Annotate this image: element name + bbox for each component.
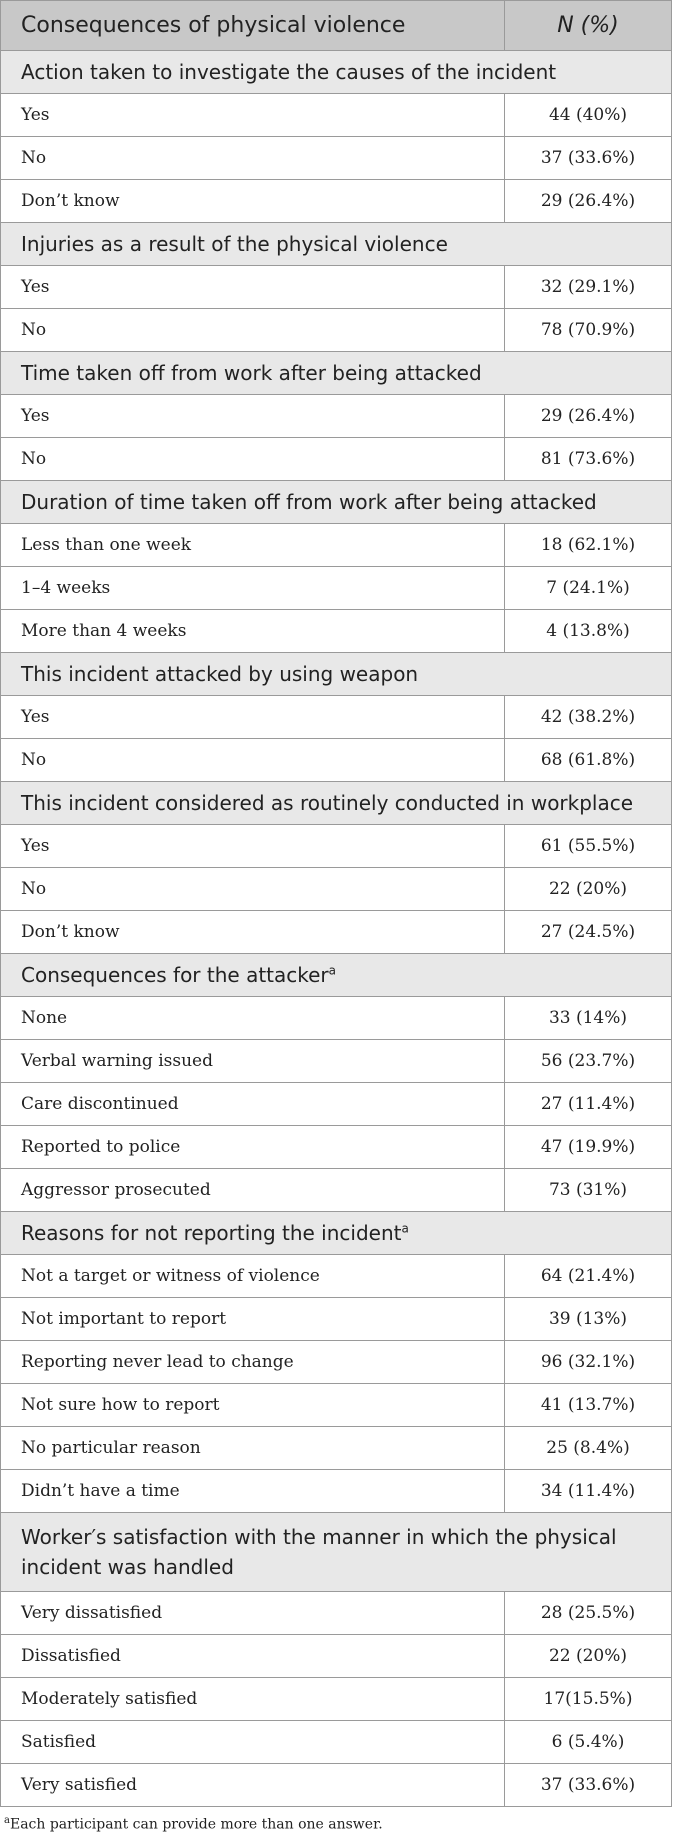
section-title-text: Reasons for not reporting the incident bbox=[21, 1221, 402, 1245]
section-title bbox=[1, 1212, 672, 1255]
row-value: 44 (40%) bbox=[505, 94, 672, 137]
row-value: 73 (31%) bbox=[505, 1169, 672, 1212]
section-row bbox=[1, 1212, 672, 1255]
row-label: No particular reason bbox=[1, 1427, 505, 1470]
row-value: 64 (21.4%) bbox=[505, 1255, 672, 1298]
row-value: 17(15.5%) bbox=[505, 1678, 672, 1721]
row-label: Yes bbox=[1, 696, 505, 739]
section-title bbox=[1, 1513, 672, 1592]
row-label: Reporting never lead to change bbox=[1, 1341, 505, 1384]
row-label: No bbox=[1, 438, 505, 481]
section-title bbox=[1, 481, 672, 524]
section-title bbox=[1, 51, 672, 94]
footnote-marker: a bbox=[328, 963, 337, 978]
row-value: 78 (70.9%) bbox=[505, 309, 672, 352]
table-row bbox=[1, 1470, 672, 1513]
section-row bbox=[1, 223, 672, 266]
section-title-text: Time taken off from work after being attacked bbox=[21, 361, 482, 385]
row-label: Not sure how to report bbox=[1, 1384, 505, 1427]
row-value: 27 (24.5%) bbox=[505, 911, 672, 954]
row-value: 47 (19.9%) bbox=[505, 1126, 672, 1169]
row-label: No bbox=[1, 309, 505, 352]
table-row bbox=[1, 137, 672, 180]
table-row bbox=[1, 610, 672, 653]
row-label: Yes bbox=[1, 825, 505, 868]
table-row bbox=[1, 1255, 672, 1298]
row-value: 34 (11.4%) bbox=[505, 1470, 672, 1513]
section-row bbox=[1, 481, 672, 524]
table-body bbox=[1, 51, 672, 1807]
table-row bbox=[1, 1083, 672, 1126]
row-label: No bbox=[1, 868, 505, 911]
row-value: 27 (11.4%) bbox=[505, 1083, 672, 1126]
row-label: None bbox=[1, 997, 505, 1040]
row-value: 37 (33.6%) bbox=[505, 137, 672, 180]
footnote-marker: a bbox=[4, 1815, 10, 1826]
table-row bbox=[1, 868, 672, 911]
row-value: 32 (29.1%) bbox=[505, 266, 672, 309]
section-title bbox=[1, 653, 672, 696]
section-title-text: Duration of time taken off from work after being attacked bbox=[21, 490, 597, 514]
table-row bbox=[1, 1298, 672, 1341]
table-row bbox=[1, 1635, 672, 1678]
footnote-text: Each participant can provide more than one answer. bbox=[9, 1816, 383, 1833]
row-value: 33 (14%) bbox=[505, 997, 672, 1040]
row-value: 81 (73.6%) bbox=[505, 438, 672, 481]
row-value: 37 (33.6%) bbox=[505, 1764, 672, 1807]
table-row bbox=[1, 1384, 672, 1427]
table-row bbox=[1, 1040, 672, 1083]
table-row bbox=[1, 1764, 672, 1807]
row-label: Very satisfied bbox=[1, 1764, 505, 1807]
row-value: 42 (38.2%) bbox=[505, 696, 672, 739]
section-title-text: Consequences for the attacker bbox=[21, 963, 329, 987]
row-label: Care discontinued bbox=[1, 1083, 505, 1126]
row-value: 41 (13.7%) bbox=[505, 1384, 672, 1427]
section-row bbox=[1, 954, 672, 997]
row-value: 7 (24.1%) bbox=[505, 567, 672, 610]
table-header-row bbox=[1, 1, 672, 51]
row-value: 25 (8.4%) bbox=[505, 1427, 672, 1470]
section-row bbox=[1, 653, 672, 696]
table-row bbox=[1, 266, 672, 309]
row-label: Don’t know bbox=[1, 180, 505, 223]
table-row bbox=[1, 1341, 672, 1384]
section-title bbox=[1, 352, 672, 395]
row-value: 68 (61.8%) bbox=[505, 739, 672, 782]
table-row bbox=[1, 1592, 672, 1635]
section-row bbox=[1, 51, 672, 94]
row-value: 56 (23.7%) bbox=[505, 1040, 672, 1083]
row-value: 28 (25.5%) bbox=[505, 1592, 672, 1635]
table-row bbox=[1, 739, 672, 782]
row-label: Aggressor prosecuted bbox=[1, 1169, 505, 1212]
table-row bbox=[1, 1427, 672, 1470]
header-label: Consequences of physical violence bbox=[1, 1, 505, 51]
row-value: 29 (26.4%) bbox=[505, 180, 672, 223]
section-title-text: Worker′s satisfaction with the manner in which the physical incident was handled bbox=[21, 1525, 617, 1579]
row-value: 22 (20%) bbox=[505, 1635, 672, 1678]
section-title bbox=[1, 954, 672, 997]
table-row bbox=[1, 94, 672, 137]
row-label: Moderately satisfied bbox=[1, 1678, 505, 1721]
table-row bbox=[1, 567, 672, 610]
row-label: Don’t know bbox=[1, 911, 505, 954]
section-title-text: This incident attacked by using weapon bbox=[21, 662, 419, 686]
row-label: Not a target or witness of violence bbox=[1, 1255, 505, 1298]
section-row bbox=[1, 352, 672, 395]
row-label: Not important to report bbox=[1, 1298, 505, 1341]
row-value: 96 (32.1%) bbox=[505, 1341, 672, 1384]
section-title bbox=[1, 782, 672, 825]
row-label: No bbox=[1, 137, 505, 180]
table-row bbox=[1, 997, 672, 1040]
row-label: Very dissatisfied bbox=[1, 1592, 505, 1635]
table-footnote bbox=[0, 1807, 671, 1833]
row-label: Less than one week bbox=[1, 524, 505, 567]
row-label: Yes bbox=[1, 266, 505, 309]
table-row bbox=[1, 696, 672, 739]
table-row bbox=[1, 438, 672, 481]
table-row bbox=[1, 1678, 672, 1721]
row-value: 39 (13%) bbox=[505, 1298, 672, 1341]
row-label: Reported to police bbox=[1, 1126, 505, 1169]
row-label: Verbal warning issued bbox=[1, 1040, 505, 1083]
table-row bbox=[1, 309, 672, 352]
row-label: Dissatisfied bbox=[1, 1635, 505, 1678]
section-title-text: Injuries as a result of the physical violence bbox=[21, 232, 448, 256]
row-label: 1–4 weeks bbox=[1, 567, 505, 610]
row-label: Yes bbox=[1, 395, 505, 438]
table-row bbox=[1, 1721, 672, 1764]
row-value: 18 (62.1%) bbox=[505, 524, 672, 567]
table-row bbox=[1, 180, 672, 223]
table-row bbox=[1, 1169, 672, 1212]
table-row bbox=[1, 524, 672, 567]
section-title bbox=[1, 223, 672, 266]
row-label: More than 4 weeks bbox=[1, 610, 505, 653]
section-title-text: Action taken to investigate the causes of the incident bbox=[21, 60, 557, 84]
table-row bbox=[1, 911, 672, 954]
footnote-marker: a bbox=[401, 1221, 409, 1236]
row-value: 61 (55.5%) bbox=[505, 825, 672, 868]
table-row bbox=[1, 395, 672, 438]
row-label: Yes bbox=[1, 94, 505, 137]
section-title-text: This incident considered as routinely conducted in workplace bbox=[21, 791, 634, 815]
row-value: 29 (26.4%) bbox=[505, 395, 672, 438]
row-label: Didn’t have a time bbox=[1, 1470, 505, 1513]
header-value-label: N (%) bbox=[505, 1, 672, 51]
row-label: No bbox=[1, 739, 505, 782]
section-row bbox=[1, 1513, 672, 1592]
row-value: 6 (5.4%) bbox=[505, 1721, 672, 1764]
section-row bbox=[1, 782, 672, 825]
table-row bbox=[1, 825, 672, 868]
row-label: Satisfied bbox=[1, 1721, 505, 1764]
row-value: 22 (20%) bbox=[505, 868, 672, 911]
row-value: 4 (13.8%) bbox=[505, 610, 672, 653]
table-row bbox=[1, 1126, 672, 1169]
